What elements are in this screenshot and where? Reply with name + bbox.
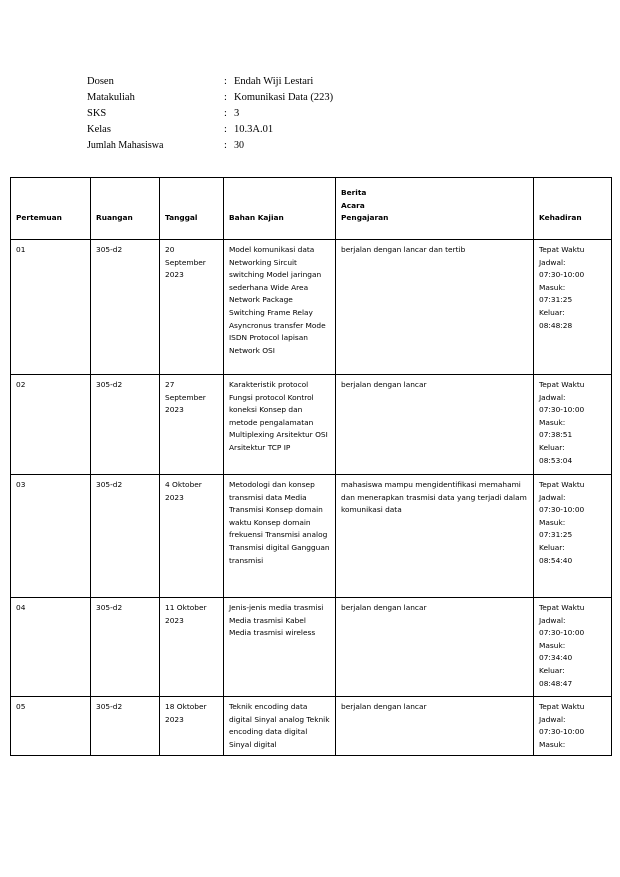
cell-bahan-kajian: Teknik encoding data digital Sinyal analog Teknik encoding data digital Sinyal digital — [224, 697, 336, 756]
cell-berita-acara: berjalan dengan lancar dan tertib — [336, 240, 534, 375]
info-value: 3 — [234, 108, 240, 119]
info-label: Jumlah Mahasiswa — [87, 140, 164, 151]
column-header-tanggal: Tanggal — [160, 178, 224, 240]
info-separator: : — [224, 92, 227, 103]
cell-berita-acara: mahasiswa mampu mengidentifikasi memahami dan menerapkan trasmisi data yang terjadi dalam komunikasi data — [336, 475, 534, 598]
cell-pertemuan: 05 — [11, 697, 91, 756]
cell-kehadiran: Tepat Waktu Jadwal: 07:30-10:00 Masuk: 07:34:40 Keluar: 08:48:47 — [534, 598, 612, 697]
table-row — [11, 475, 612, 598]
info-label: SKS — [87, 108, 107, 119]
info-label: Kelas — [87, 124, 111, 135]
info-value: Komunikasi Data (223) — [234, 92, 334, 103]
cell-berita-acara: berjalan dengan lancar — [336, 598, 534, 697]
cell-ruangan: 305-d2 — [91, 598, 160, 697]
cell-ruangan: 305-d2 — [91, 475, 160, 598]
cell-kehadiran: Tepat Waktu Jadwal: 07:30-10:00 Masuk: 07:31:25 Keluar: 08:54:40 — [534, 475, 612, 598]
info-row-dosen — [87, 74, 333, 90]
cell-berita-acara: berjalan dengan lancar — [336, 375, 534, 475]
column-header-bahan-kajian: Bahan Kajian — [224, 178, 336, 240]
info-value: Endah Wiji Lestari — [234, 76, 314, 87]
info-row-matakuliah — [87, 90, 333, 106]
course-info — [87, 74, 333, 154]
info-label: Dosen — [87, 76, 114, 87]
info-separator: : — [224, 124, 227, 135]
cell-bahan-kajian: Karakteristik protocol Fungsi protocol Kontrol koneksi Konsep dan metode pengalamatan Multiplexing Arsitektur OSI Arsitektur TCP IP — [224, 375, 336, 475]
column-header-berita-acara: Berita Acara Pengajaran — [336, 178, 534, 240]
cell-pertemuan: 01 — [11, 240, 91, 375]
cell-pertemuan: 02 — [11, 375, 91, 475]
cell-kehadiran: Tepat Waktu Jadwal: 07:30-10:00 Masuk: 07:38:51 Keluar: 08:53:04 — [534, 375, 612, 475]
column-header-pertemuan: Pertemuan — [11, 178, 91, 240]
cell-bahan-kajian: Jenis-jenis media trasmisi Media trasmisi Kabel Media trasmisi wireless — [224, 598, 336, 697]
table-row — [11, 240, 612, 375]
cell-tanggal: 11 Oktober 2023 — [160, 598, 224, 697]
info-separator: : — [224, 108, 227, 119]
info-separator: : — [224, 76, 227, 87]
cell-bahan-kajian: Metodologi dan konsep transmisi data Media Transmisi Konsep domain waktu Konsep domain frekuensi Transmisi analog Transmisi digital Gangguan transmisi — [224, 475, 336, 598]
info-label: Matakuliah — [87, 92, 135, 103]
cell-tanggal: 18 Oktober 2023 — [160, 697, 224, 756]
cell-tanggal: 20 September 2023 — [160, 240, 224, 375]
info-value: 10.3A.01 — [234, 124, 274, 135]
cell-kehadiran: Tepat Waktu Jadwal: 07:30-10:00 Masuk: 07:31:25 Keluar: 08:48:28 — [534, 240, 612, 375]
info-value: 30 — [234, 140, 244, 151]
table-row — [11, 697, 612, 756]
cell-ruangan: 305-d2 — [91, 697, 160, 756]
table-row — [11, 598, 612, 697]
table-row — [11, 375, 612, 475]
attendance-table — [10, 177, 612, 756]
info-row-sks — [87, 106, 333, 122]
cell-ruangan: 305-d2 — [91, 240, 160, 375]
cell-ruangan: 305-d2 — [91, 375, 160, 475]
info-row-kelas — [87, 122, 333, 138]
column-header-kehadiran: Kehadiran — [534, 178, 612, 240]
info-separator: : — [224, 140, 227, 151]
table-header-row — [11, 178, 612, 240]
cell-pertemuan: 04 — [11, 598, 91, 697]
cell-pertemuan: 03 — [11, 475, 91, 598]
cell-tanggal: 4 Oktober 2023 — [160, 475, 224, 598]
cell-bahan-kajian: Model komunikasi data Networking Sircuit switching Model jaringan sederhana Wide Area Network Package Switching Frame Relay Asyncronus transfer Mode ISDN Protocol lapisan Network OSI — [224, 240, 336, 375]
column-header-ruangan: Ruangan — [91, 178, 160, 240]
cell-berita-acara: berjalan dengan lancar — [336, 697, 534, 756]
cell-tanggal: 27 September 2023 — [160, 375, 224, 475]
cell-kehadiran: Tepat Waktu Jadwal: 07:30-10:00 Masuk: — [534, 697, 612, 756]
info-row-jumlah-mahasiswa — [87, 138, 333, 154]
